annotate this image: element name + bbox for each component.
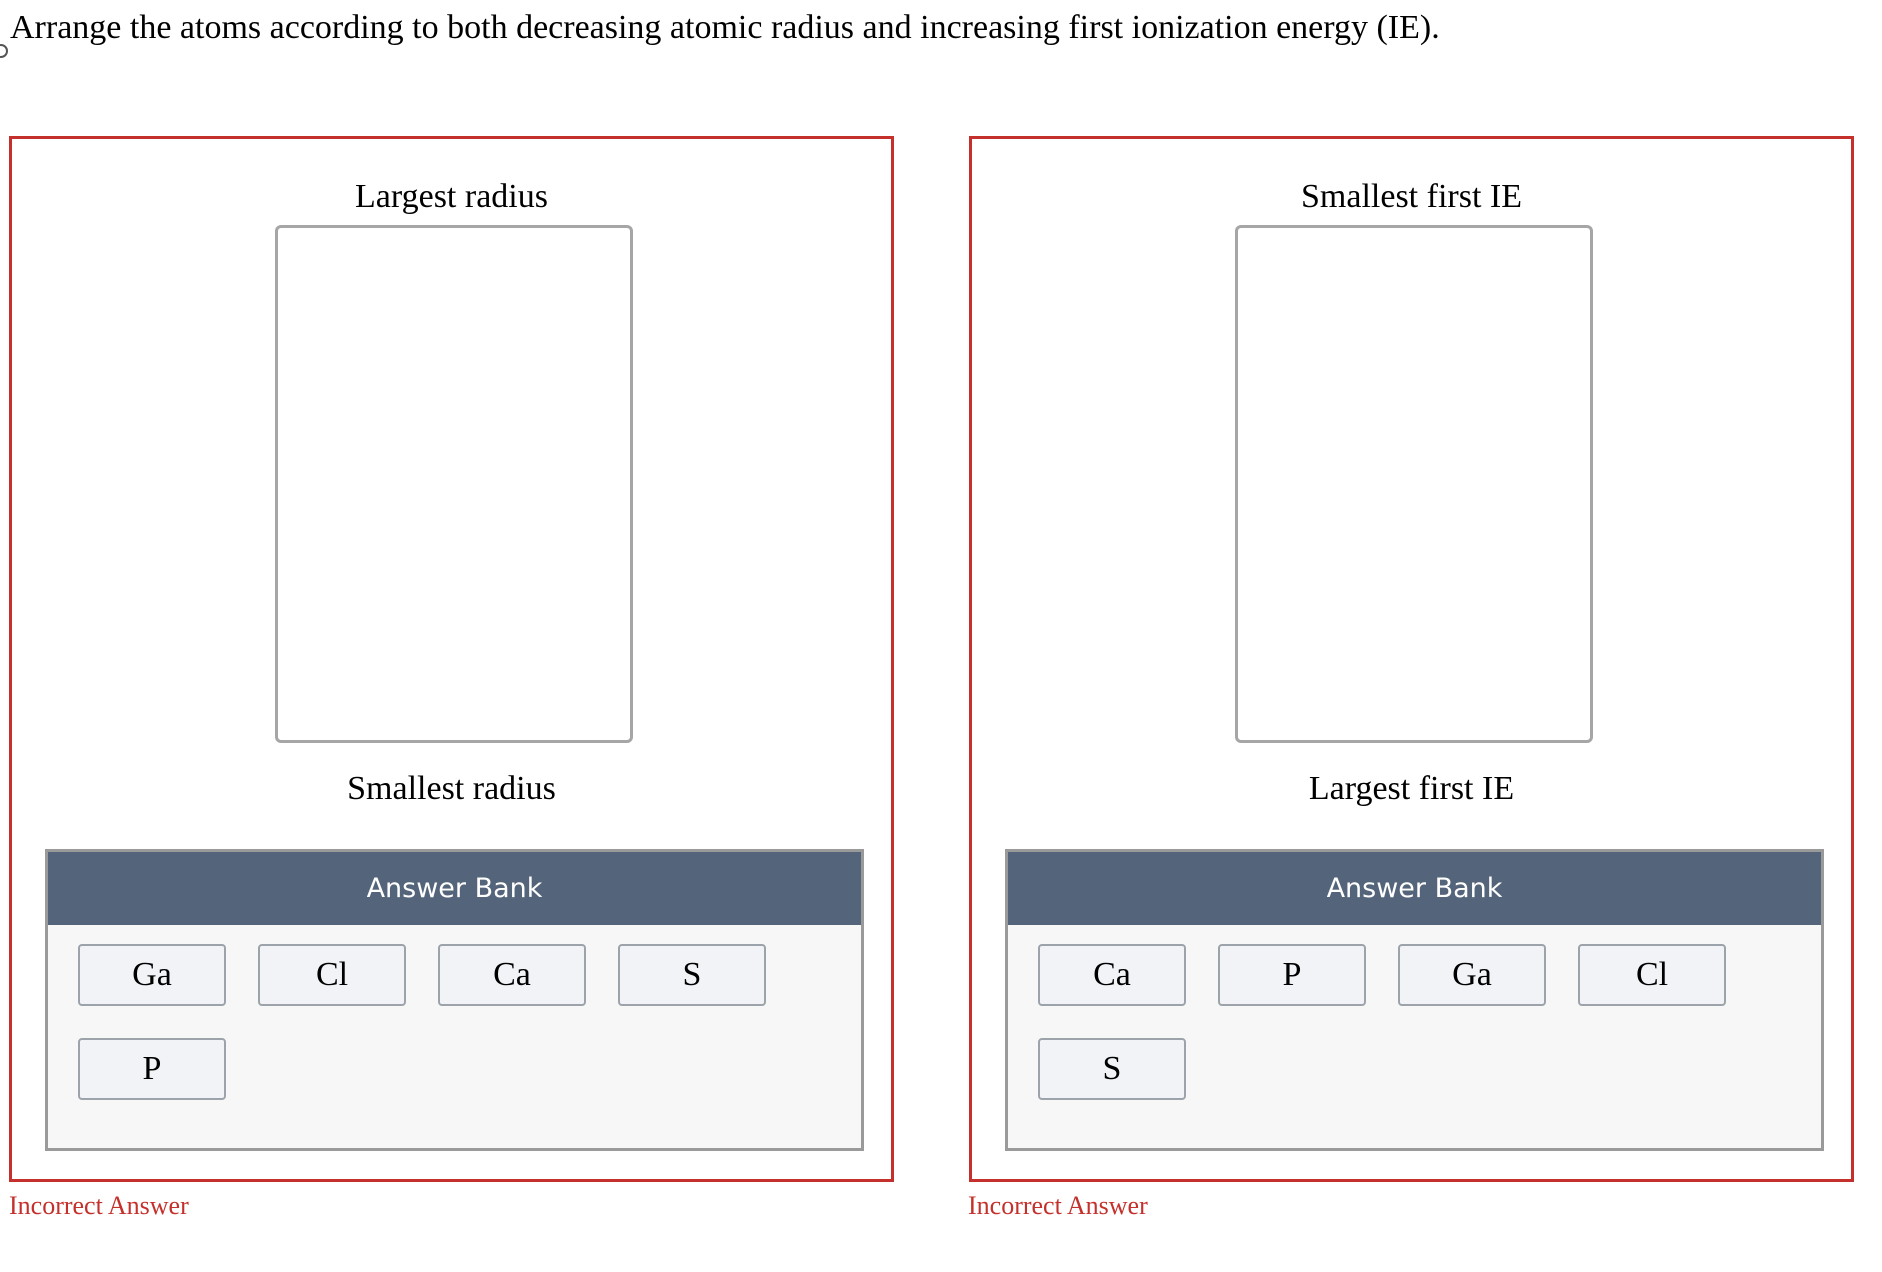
largest-radius-label: Largest radius (355, 178, 548, 215)
answer-bank-title: Answer Bank (1008, 852, 1821, 925)
ie-panel (969, 136, 1854, 1182)
answer-chip[interactable]: P (1218, 944, 1366, 1006)
edge-marker (0, 44, 8, 58)
answer-chip[interactable]: Cl (258, 944, 406, 1006)
ie-status: Incorrect Answer (968, 1191, 1148, 1220)
question-text: Arrange the atoms according to both decreasing atomic radius and increasing first ionization energy (IE). (10, 9, 1440, 46)
ie-answer-bank (1005, 849, 1824, 1151)
answer-bank-title: Answer Bank (48, 852, 861, 925)
answer-chip[interactable]: Cl (1578, 944, 1726, 1006)
radius-status: Incorrect Answer (9, 1191, 189, 1220)
radius-panel (9, 136, 894, 1182)
largest-ie-label: Largest first IE (1308, 770, 1515, 807)
radius-drop-zone[interactable] (275, 225, 633, 743)
answer-chip[interactable]: Ga (1398, 944, 1546, 1006)
answer-chip[interactable]: Ca (1038, 944, 1186, 1006)
answer-chip[interactable]: Ca (438, 944, 586, 1006)
smallest-ie-label: Smallest first IE (1301, 178, 1522, 215)
radius-answer-bank (45, 849, 864, 1151)
ie-drop-zone[interactable] (1235, 225, 1593, 743)
answer-chip[interactable]: S (1038, 1038, 1186, 1100)
answer-chip[interactable]: P (78, 1038, 226, 1100)
radius-bank-items (48, 925, 861, 1100)
answer-chip[interactable]: Ga (78, 944, 226, 1006)
answer-chip[interactable]: S (618, 944, 766, 1006)
ie-bank-items (1008, 925, 1821, 1100)
smallest-radius-label: Smallest radius (347, 770, 556, 807)
